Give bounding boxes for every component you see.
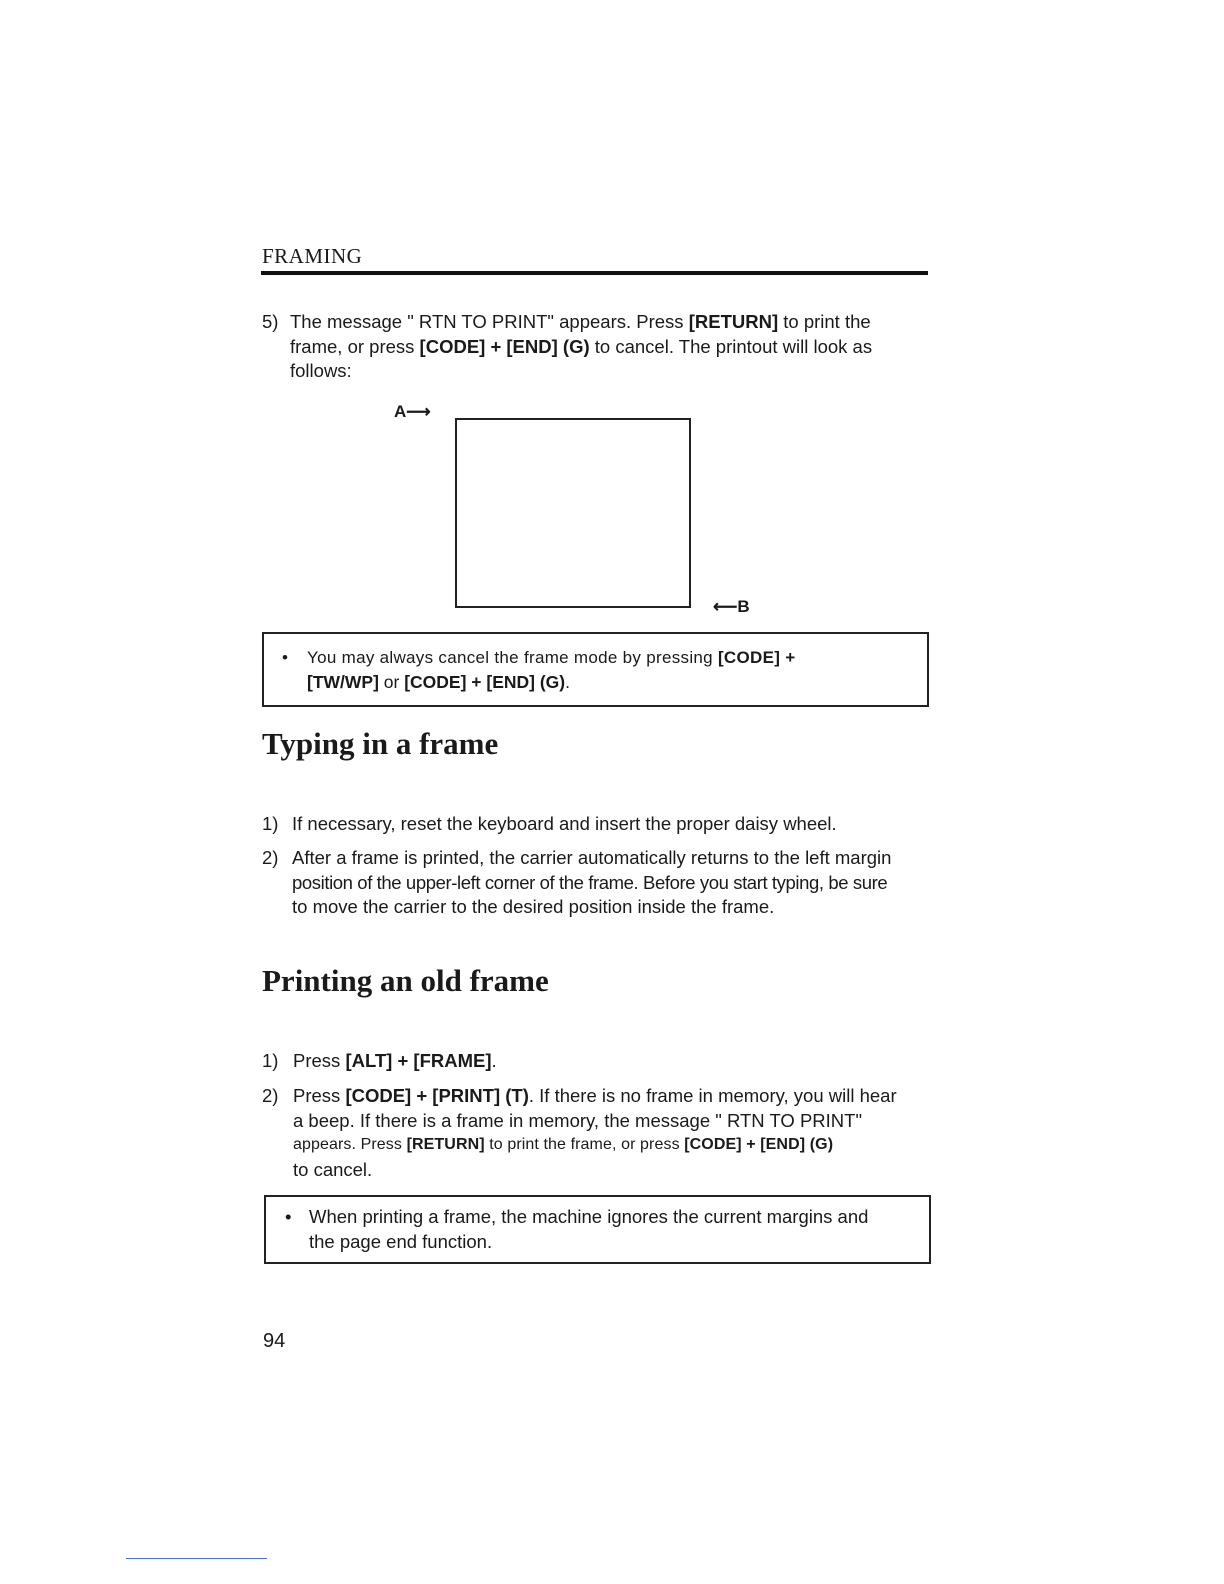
typing-item-1-number: 1) <box>262 813 279 834</box>
note-2-line-2: the page end function. <box>309 1231 493 1252</box>
typing-item-2-line-2: position of the upper-left corner of the frame. Before you start typing, be sure <box>292 871 888 893</box>
footer-line <box>126 1558 267 1559</box>
typing-item-2-number: 2) <box>262 847 279 868</box>
note-cancel-frame <box>262 632 929 707</box>
cancel-keys: [CODE] + [END] (G) <box>419 335 590 357</box>
step-5-line-1: The message " RTN TO PRINT" appears. Press [RETURN] to print the <box>290 311 871 332</box>
typing-item-2 <box>262 846 932 921</box>
heading-typing-in-a-frame: Typing in a frame <box>262 726 499 761</box>
note-printing-margins <box>264 1195 931 1264</box>
note-bullet: • <box>282 648 288 667</box>
page-number: 94 <box>263 1330 286 1352</box>
typing-item-2-line-1: After a frame is printed, the carrier automatically returns to the left margin <box>292 847 892 868</box>
return-key: [RETURN] <box>688 311 779 332</box>
code-print-keys: [CODE] + [PRINT] (T) <box>345 1085 529 1106</box>
note-2-line-1: When printing a frame, the machine ignores the current margins and <box>309 1206 869 1227</box>
note-2-bullet: • <box>285 1206 292 1227</box>
marker-a: A⟶ <box>394 402 431 421</box>
frame-printout-illustration <box>455 418 691 608</box>
heading-printing-an-old-frame: Printing an old frame <box>262 963 549 998</box>
note-1-line-1: You may always cancel the frame mode by pressing [CODE] + <box>307 648 796 667</box>
printing-item-2-line-2: a beep. If there is a frame in memory, the message " RTN TO PRINT" <box>293 1109 863 1131</box>
printing-item-2-line-1: Press [CODE] + [PRINT] (T). If there is no frame in memory, you will hear <box>293 1085 897 1106</box>
section-header: FRAMING <box>262 244 363 268</box>
printing-item-1-number: 1) <box>262 1050 279 1071</box>
typing-item-1-text: If necessary, reset the keyboard and insert the proper daisy wheel. <box>292 813 837 834</box>
printing-item-2-number: 2) <box>262 1085 279 1106</box>
step-5-line-2: frame, or press [CODE] + [END] (G) to cancel. The printout will look as <box>290 335 873 357</box>
printing-item-2 <box>262 1084 932 1184</box>
alt-frame-keys: [ALT] + [FRAME] <box>345 1050 492 1071</box>
header-rule <box>261 271 928 275</box>
printing-item-2-line-4: to cancel. <box>293 1158 373 1180</box>
marker-b: ⟵B <box>713 597 750 616</box>
step-5-number: 5) <box>262 311 279 332</box>
step-5 <box>262 310 932 385</box>
printing-item-1-text: Press [ALT] + [FRAME]. <box>293 1050 497 1071</box>
typing-item-2-line-3: to move the carrier to the desired position inside the frame. <box>292 896 775 917</box>
step-5-line-3: follows: <box>290 360 352 381</box>
note-1-line-2: [TW/WP] or [CODE] + [END] (G). <box>307 672 570 692</box>
printing-item-2-line-3: appears. Press [RETURN] to print the frame, or press [CODE] + [END] (G) <box>293 1136 834 1153</box>
